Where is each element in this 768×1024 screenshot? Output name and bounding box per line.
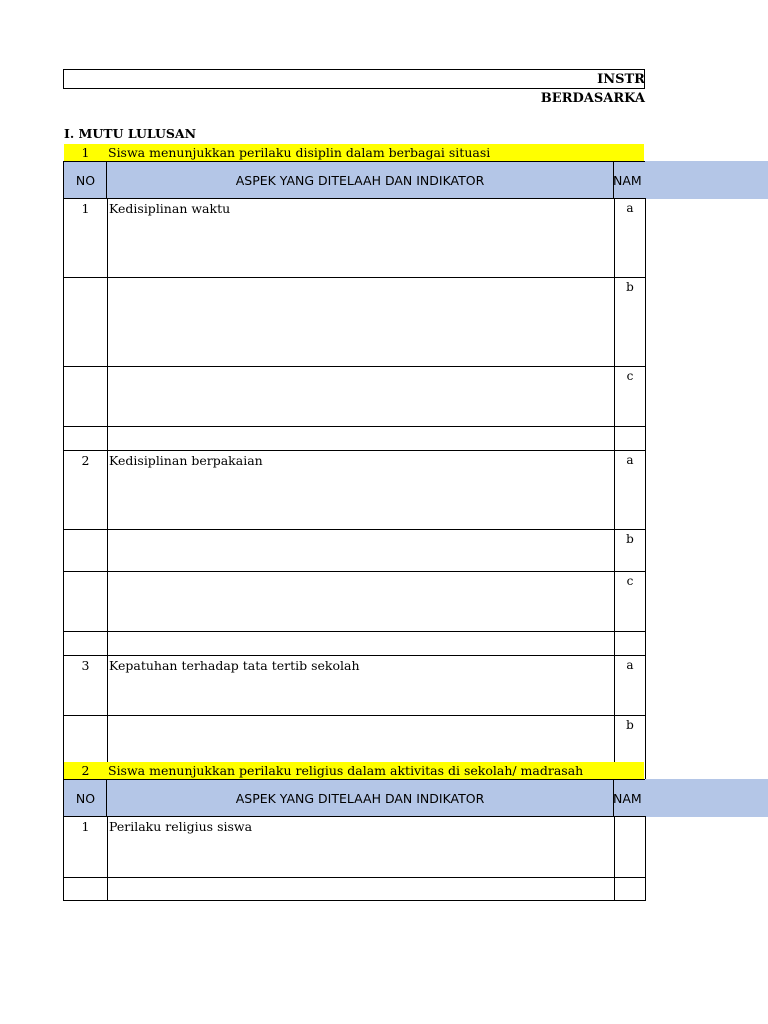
table-row (64, 632, 646, 656)
row-indicator-letter: a (615, 199, 646, 278)
row-indicator-letter: b (615, 530, 646, 572)
row-number (64, 878, 108, 901)
indicator-table-2 (63, 816, 646, 901)
header-name: NAM (613, 161, 645, 199)
row-number (64, 278, 108, 367)
header-name: NAM (613, 779, 645, 817)
indicator-table-1 (63, 198, 646, 795)
row-indicator-letter: a (615, 656, 646, 716)
row-indicator-letter (615, 878, 646, 901)
table-row (64, 367, 646, 427)
row-aspect: Kedisiplinan berpakaian (108, 451, 615, 530)
table-header-2 (63, 779, 768, 817)
row-number (64, 427, 108, 451)
row-indicator-letter: a (615, 451, 646, 530)
row-indicator-letter: b (615, 278, 646, 367)
table-row (64, 451, 646, 530)
table-row (64, 199, 646, 278)
table-row (64, 530, 646, 572)
row-number: 1 (64, 817, 108, 878)
document-title-line1: INSTR (597, 72, 645, 87)
row-indicator-letter: b (615, 716, 646, 795)
row-aspect (108, 632, 615, 656)
criterion-number: 1 (81, 145, 90, 160)
row-number: 2 (64, 451, 108, 530)
criterion-statement-1 (64, 144, 644, 161)
criterion-number: 2 (81, 763, 90, 778)
row-number (64, 530, 108, 572)
table-row (64, 572, 646, 632)
row-indicator-letter: c (615, 572, 646, 632)
table-row (64, 878, 646, 901)
table-header-1 (63, 161, 768, 199)
criterion-text: Siswa menunjukkan perilaku religius dalam aktivitas di sekolah/ madrasah (108, 763, 584, 778)
table-row (64, 656, 646, 716)
row-aspect (108, 427, 615, 451)
row-indicator-letter (615, 817, 646, 878)
row-number (64, 572, 108, 632)
header-aspect: ASPEK YANG DITELAAH DAN INDIKATOR (106, 779, 614, 817)
row-aspect (108, 878, 615, 901)
row-aspect: Kepatuhan terhadap tata tertib sekolah (108, 656, 615, 716)
row-aspect (108, 572, 615, 632)
criterion-statement-2 (64, 762, 644, 779)
row-indicator-letter (615, 427, 646, 451)
document-title-line2: BERDASARKA (540, 91, 645, 106)
header-aspect: ASPEK YANG DITELAAH DAN INDIKATOR (106, 161, 614, 199)
table-row (64, 427, 646, 451)
section-heading: I. MUTU LULUSAN (64, 126, 197, 141)
row-aspect: Perilaku religius siswa (108, 817, 615, 878)
row-aspect: Kedisiplinan waktu (108, 199, 615, 278)
header-no: NO (63, 161, 107, 199)
table-row (64, 278, 646, 367)
row-aspect (108, 367, 615, 427)
row-number (64, 367, 108, 427)
row-aspect (108, 278, 615, 367)
row-indicator-letter (615, 632, 646, 656)
criterion-text: Siswa menunjukkan perilaku disiplin dalam berbagai situasi (108, 145, 491, 160)
row-number: 1 (64, 199, 108, 278)
title-box (63, 69, 645, 89)
row-number: 3 (64, 656, 108, 716)
row-indicator-letter: c (615, 367, 646, 427)
row-aspect (108, 530, 615, 572)
table-row (64, 817, 646, 878)
header-no: NO (63, 779, 107, 817)
row-number (64, 632, 108, 656)
